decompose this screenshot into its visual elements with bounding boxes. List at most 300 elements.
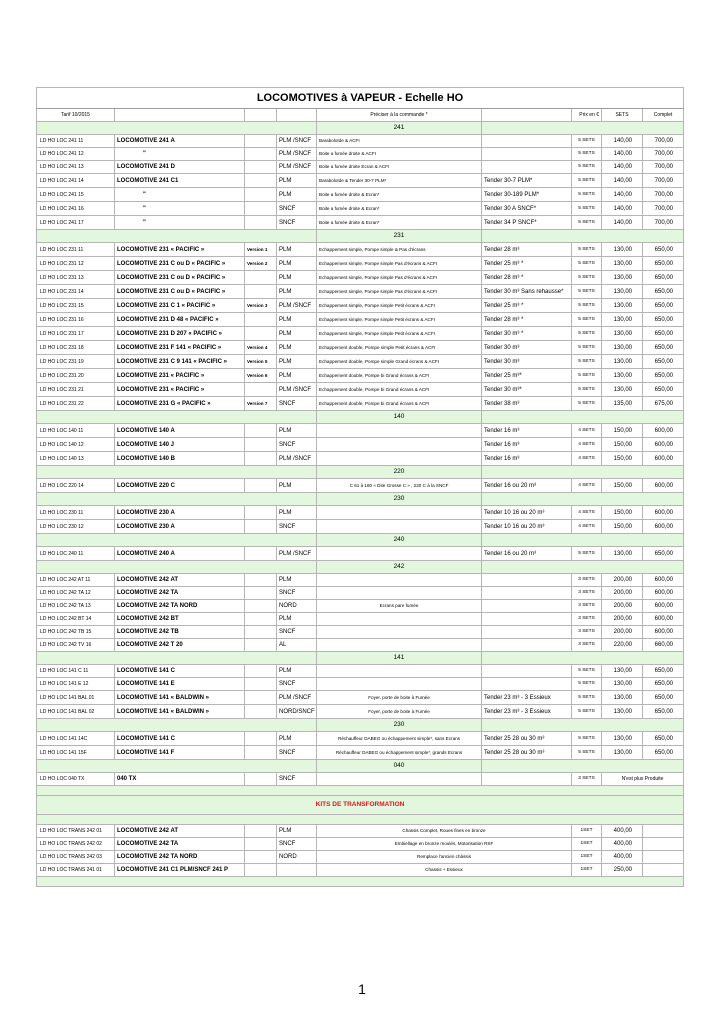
price-table [36, 87, 684, 887]
row-version [245, 613, 277, 626]
row-comment: Echappement double, Pompe bi Grand écrans & ACFI [317, 369, 482, 383]
row-price-complet: 650,00 [643, 271, 684, 285]
table-row [37, 161, 684, 174]
spacer-row [37, 877, 684, 887]
row-price-sets: 130,00 [602, 746, 643, 760]
kit-railway: SNCF [277, 838, 317, 851]
row-price-sets: 130,00 [602, 705, 643, 719]
row-railway: PLM /SNCF [277, 383, 317, 397]
row-railway: SNCF [277, 678, 317, 691]
table-row [37, 506, 684, 520]
table-row [37, 547, 684, 561]
row-comment [317, 438, 482, 452]
section-spacer [482, 561, 684, 574]
row-pack: 5 SETS [572, 547, 602, 561]
row-comment [317, 773, 482, 786]
row-price-complet: 600,00 [643, 600, 684, 613]
row-reference: LD HO LOC 141 14C [37, 732, 115, 746]
row-price-sets: 130,00 [602, 665, 643, 678]
row-version [245, 479, 277, 493]
row-price-sets: 130,00 [602, 327, 643, 341]
row-tender: Tender 30 m³ [482, 341, 572, 355]
row-model-name: LOCOMOTIVE 231 « PACIFIC » [115, 383, 245, 397]
row-model-name: LOCOMOTIVE 231 C 9 141 « PACIFIC » [115, 355, 245, 369]
row-railway: PLM [277, 355, 317, 369]
row-reference: LD HO LOC 241 16 [37, 202, 115, 216]
row-price-complet: 700,00 [643, 161, 684, 174]
section-spacer [482, 493, 684, 506]
row-comment [317, 547, 482, 561]
row-model-name: LOCOMOTIVE 141 E [115, 678, 245, 691]
row-pack: 5 SETS [572, 313, 602, 327]
row-price-sets: 130,00 [602, 313, 643, 327]
section-header [37, 466, 684, 479]
row-version [245, 506, 277, 520]
row-price-complet: 650,00 [643, 285, 684, 299]
section-header [37, 534, 684, 547]
row-model-name: " [115, 148, 245, 161]
row-railway: PLM [277, 479, 317, 493]
row-version [245, 587, 277, 600]
row-comment: Boite a fumée droite & Ecran* [317, 188, 482, 202]
table-row [37, 424, 684, 438]
row-model-name: 040 TX [115, 773, 245, 786]
row-price-sets: 130,00 [602, 691, 643, 705]
row-pack: 5 SETS [572, 285, 602, 299]
row-comment [317, 678, 482, 691]
row-railway: PLM [277, 271, 317, 285]
row-version [245, 383, 277, 397]
row-version [245, 678, 277, 691]
section-spacer [482, 466, 684, 479]
row-model-name: LOCOMOTIVE 141 C [115, 732, 245, 746]
row-pack: 5 SETS [572, 135, 602, 148]
row-reference: LD HO LOC 231 17 [37, 327, 115, 341]
row-price-complet: 660,00 [643, 639, 684, 652]
row-comment [317, 587, 482, 600]
row-price-sets: 150,00 [602, 506, 643, 520]
kit-version [245, 838, 277, 851]
row-reference: LD HO LOC 140 12 [37, 438, 115, 452]
row-comment: Réchauffeur DABEG ou échappement simple*, sans Ecrans [317, 732, 482, 746]
row-reference: LD HO LOC 241 17 [37, 216, 115, 230]
row-tender: Tender 25 m³* [482, 369, 572, 383]
row-tender: Tender 16 ou 20 m³ [482, 479, 572, 493]
kit-row [37, 851, 684, 864]
row-tender: Tender 16 ou 20 m³ [482, 547, 572, 561]
table-row [37, 639, 684, 652]
row-pack: 4 SETS [572, 506, 602, 520]
row-price-sets: 200,00 [602, 626, 643, 639]
section-label: 040 [317, 760, 482, 773]
row-reference: LD HO LOC 231 19 [37, 355, 115, 369]
row-tender: Tender 30 m³ [482, 355, 572, 369]
table-row [37, 148, 684, 161]
table-row [37, 705, 684, 719]
kits-header [37, 796, 684, 815]
table-row [37, 188, 684, 202]
row-version [245, 705, 277, 719]
section-spacer [37, 760, 317, 773]
row-railway: PLM /SNCF [277, 161, 317, 174]
row-comment [317, 452, 482, 466]
row-price-complet: 650,00 [643, 341, 684, 355]
row-railway: NORD [277, 600, 317, 613]
table-row [37, 678, 684, 691]
row-price-sets: 140,00 [602, 202, 643, 216]
row-reference: LD HO LOC 231 12 [37, 257, 115, 271]
row-pack: 3 SETS [572, 587, 602, 600]
row-model-name: " [115, 188, 245, 202]
row-pack: 5 SETS [572, 161, 602, 174]
kit-name: LOCOMOTIVE 241 C1 PLM/SNCF 241 P [115, 864, 245, 877]
row-railway: PLM /SNCF [277, 299, 317, 313]
section-label: 241 [317, 122, 482, 135]
sets-header: SETS [602, 109, 643, 122]
row-railway: PLM [277, 341, 317, 355]
row-model-name: LOCOMOTIVE 230 A [115, 506, 245, 520]
row-comment [317, 574, 482, 587]
section-spacer [37, 493, 317, 506]
row-reference: LD HO LOC 231 13 [37, 271, 115, 285]
header-row [37, 109, 684, 122]
table-row [37, 732, 684, 746]
row-railway: PLM [277, 506, 317, 520]
section-header [37, 122, 684, 135]
row-pack: 5 SETS [572, 383, 602, 397]
row-comment: Echappement simple, Pompe simple Pas d'écrans & ACFI [317, 285, 482, 299]
kit-price: 250,00 [602, 864, 643, 877]
table-row [37, 438, 684, 452]
row-version [245, 639, 277, 652]
table-row [37, 257, 684, 271]
table-row [37, 355, 684, 369]
row-version [245, 600, 277, 613]
section-label: 230 [317, 719, 482, 732]
row-railway: NORD/SNCF [277, 705, 317, 719]
row-railway: PLM [277, 188, 317, 202]
row-railway: PLM [277, 424, 317, 438]
table-row [37, 271, 684, 285]
row-model-name: LOCOMOTIVE 231 C 1 « PACIFIC » [115, 299, 245, 313]
row-price-sets: 140,00 [602, 135, 643, 148]
section-label: 231 [317, 230, 482, 243]
row-price-complet: 650,00 [643, 257, 684, 271]
table-row [37, 452, 684, 466]
table-row [37, 135, 684, 148]
row-comment: Boite a fumée droite Ecran & ACFI [317, 161, 482, 174]
row-tender: Tender 25 m³ * [482, 257, 572, 271]
row-price-complet: 650,00 [643, 665, 684, 678]
row-price-complet: 650,00 [643, 746, 684, 760]
row-tender: Tender 28 m³ * [482, 271, 572, 285]
section-spacer [482, 719, 684, 732]
row-price-sets: 200,00 [602, 600, 643, 613]
row-price-sets: 140,00 [602, 188, 643, 202]
row-price-complet: 700,00 [643, 174, 684, 188]
row-price-sets: 150,00 [602, 438, 643, 452]
row-pack: 5 SETS [572, 299, 602, 313]
section-spacer [37, 719, 317, 732]
row-pack: 4 SETS [572, 424, 602, 438]
row-version: Version 1 [245, 243, 277, 257]
row-price-sets: 130,00 [602, 285, 643, 299]
row-comment [317, 613, 482, 626]
kit-price: 400,00 [602, 851, 643, 864]
row-model-name: " [115, 216, 245, 230]
row-reference: LD HO LOC 230 12 [37, 520, 115, 534]
row-comment: Echappement double, Pompe bi Grand écrans & ACFI [317, 383, 482, 397]
row-model-name: LOCOMOTIVE 242 BT [115, 613, 245, 626]
row-tender [482, 148, 572, 161]
section-header [37, 561, 684, 574]
row-reference: LD HO LOC 241 13 [37, 161, 115, 174]
row-tender: Tender 30-7 PLM* [482, 174, 572, 188]
row-reference: LD HO LOC 231 21 [37, 383, 115, 397]
row-tender: Tender 30-189 PLM* [482, 188, 572, 202]
row-reference: LD HO LOC 040 TX [37, 773, 115, 786]
row-price-complet: 650,00 [643, 313, 684, 327]
row-price-sets: 130,00 [602, 369, 643, 383]
row-price-sets: 135,00 [602, 397, 643, 411]
row-price-sets: 130,00 [602, 547, 643, 561]
row-model-name: LOCOMOTIVE 242 T 20 [115, 639, 245, 652]
row-price-sets: 130,00 [602, 243, 643, 257]
row-model-name: LOCOMOTIVE 242 TA [115, 587, 245, 600]
row-comment [317, 506, 482, 520]
row-version [245, 188, 277, 202]
row-price-sets: 200,00 [602, 613, 643, 626]
row-pack: 5 SETS [572, 732, 602, 746]
row-price-complet: 700,00 [643, 216, 684, 230]
section-label: 242 [317, 561, 482, 574]
section-header [37, 760, 684, 773]
kit-comment: Remplace l'ancien châssis [317, 851, 572, 864]
kit-pack: 1SET [572, 825, 602, 838]
row-model-name: " [115, 202, 245, 216]
kit-row [37, 838, 684, 851]
row-pack: 4 SETS [572, 438, 602, 452]
section-spacer [482, 652, 684, 665]
row-tender: Tender 28 m³ * [482, 313, 572, 327]
row-version: Version 6 [245, 369, 277, 383]
kit-comment: Chassis Complet, Roues fines en bronze [317, 825, 572, 838]
kit-row [37, 864, 684, 877]
row-version [245, 626, 277, 639]
row-railway: PLM [277, 313, 317, 327]
row-tender: Tender 30 m³* [482, 383, 572, 397]
row-price-sets: 130,00 [602, 732, 643, 746]
kit-empty [643, 825, 684, 838]
row-tender [482, 587, 572, 600]
spacer-cell [37, 877, 684, 887]
row-model-name: LOCOMOTIVE 231 F 141 « PACIFIC » [115, 341, 245, 355]
row-pack: 5 SETS [572, 397, 602, 411]
row-railway: PLM [277, 732, 317, 746]
row-version [245, 574, 277, 587]
row-reference: LD HO LOC 141 15F [37, 746, 115, 760]
kit-railway: PLM [277, 825, 317, 838]
row-price-complet: 600,00 [643, 613, 684, 626]
row-pack: 3 SETS [572, 626, 602, 639]
row-reference: LD HO LOC 242 TB 15 [37, 626, 115, 639]
table-row [37, 174, 684, 188]
row-note: N'est plus Produite [602, 773, 684, 786]
kit-railway: NORD [277, 851, 317, 864]
section-label: 230 [317, 493, 482, 506]
row-price-complet: 600,00 [643, 479, 684, 493]
row-price-complet: 650,00 [643, 383, 684, 397]
row-pack: 5 SETS [572, 355, 602, 369]
table-row [37, 746, 684, 760]
row-version: Version 4 [245, 341, 277, 355]
row-pack: 5 SETS [572, 746, 602, 760]
row-version [245, 424, 277, 438]
row-pack: 4 SETS [572, 520, 602, 534]
section-spacer [37, 466, 317, 479]
row-railway: PLM [277, 243, 317, 257]
row-price-sets: 150,00 [602, 452, 643, 466]
row-price-sets: 130,00 [602, 678, 643, 691]
row-comment: Echappement double, Pompe simple Grand écrans & ACFI [317, 355, 482, 369]
section-spacer [37, 122, 317, 135]
table-row [37, 613, 684, 626]
row-price-sets: 220,00 [602, 639, 643, 652]
row-comment: Echappement double, Pompe simple Petit écrans & ACFI [317, 341, 482, 355]
row-version [245, 135, 277, 148]
kit-pack: 1SET [572, 864, 602, 877]
section-spacer [482, 534, 684, 547]
kit-row [37, 825, 684, 838]
row-reference: LD HO LOC 231 11 [37, 243, 115, 257]
row-pack: 5 SETS [572, 148, 602, 161]
row-version [245, 202, 277, 216]
row-price-sets: 140,00 [602, 161, 643, 174]
row-reference: LD HO LOC 231 20 [37, 369, 115, 383]
row-version [245, 547, 277, 561]
section-spacer [37, 561, 317, 574]
row-reference: LD HO LOC 242 TV 16 [37, 639, 115, 652]
row-comment: Echappement simple, Pompe simple Petit écrans & ACFI [317, 299, 482, 313]
row-tender [482, 639, 572, 652]
kit-comment: Embiellage en bronze moulés, Motorisation RSF [317, 838, 572, 851]
row-model-name: LOCOMOTIVE 231 C ou D « PACIFIC » [115, 285, 245, 299]
section-spacer [482, 122, 684, 135]
row-railway: SNCF [277, 216, 317, 230]
row-price-complet: 700,00 [643, 135, 684, 148]
row-price-complet: 700,00 [643, 202, 684, 216]
kit-reference: LD HO LOC TRANS 242 02 [37, 838, 115, 851]
prix-label: Prix en € [572, 109, 602, 122]
row-version [245, 773, 277, 786]
row-price-complet: 600,00 [643, 574, 684, 587]
section-label: 141 [317, 652, 482, 665]
page-number: 1 [358, 981, 366, 997]
row-price-complet: 600,00 [643, 626, 684, 639]
row-model-name: LOCOMOTIVE 231 « PACIFIC » [115, 243, 245, 257]
row-reference: LD HO LOC 141 BAL 02 [37, 705, 115, 719]
row-version: Version 2 [245, 257, 277, 271]
row-tender: Tender 30 A SNCF* [482, 202, 572, 216]
row-model-name: LOCOMOTIVE 231 C ou D « PACIFIC » [115, 257, 245, 271]
row-price-complet: 650,00 [643, 327, 684, 341]
row-comment: Réchauffeur DABEG ou échappement simple*, grands Ecrans [317, 746, 482, 760]
row-tender [482, 626, 572, 639]
table-row [37, 202, 684, 216]
row-price-sets: 140,00 [602, 216, 643, 230]
row-pack: 4 SETS [572, 452, 602, 466]
row-version [245, 216, 277, 230]
section-spacer [482, 760, 684, 773]
row-railway: SNCF [277, 397, 317, 411]
row-comment: Echappement simple, Pompe simple Petit écrans & ACFI [317, 313, 482, 327]
row-tender: Tender 10 16 ou 20 m³ [482, 520, 572, 534]
row-tender: Tender 23 m³ - 3 Essieux [482, 705, 572, 719]
row-reference: LD HO LOC 242 TA 13 [37, 600, 115, 613]
row-model-name: LOCOMOTIVE 240 A [115, 547, 245, 561]
section-spacer [37, 652, 317, 665]
row-tender: Tender 10 16 ou 20 m³ [482, 506, 572, 520]
row-railway: SNCF [277, 587, 317, 600]
row-version [245, 327, 277, 341]
row-price-sets: 200,00 [602, 574, 643, 587]
table-row [37, 299, 684, 313]
row-model-name: LOCOMOTIVE 231 D 48 « PACIFIC » [115, 313, 245, 327]
row-price-sets: 130,00 [602, 355, 643, 369]
row-railway: SNCF [277, 202, 317, 216]
row-model-name: LOCOMOTIVE 242 AT [115, 574, 245, 587]
kit-comment: Chassis + Essieux [317, 864, 572, 877]
row-price-complet: 600,00 [643, 438, 684, 452]
row-version [245, 271, 277, 285]
row-reference: LD HO LOC 140 13 [37, 452, 115, 466]
row-price-complet: 600,00 [643, 424, 684, 438]
row-price-complet: 650,00 [643, 678, 684, 691]
row-model-name: LOCOMOTIVE 242 TB [115, 626, 245, 639]
row-model-name: LOCOMOTIVE 231 D 207 « PACIFIC » [115, 327, 245, 341]
row-pack: 3 SETS [572, 600, 602, 613]
kit-pack: 1SET [572, 838, 602, 851]
row-price-complet: 650,00 [643, 705, 684, 719]
row-comment: Echappement simple, Pompe simple Petit écrans & ACFI [317, 327, 482, 341]
row-version [245, 285, 277, 299]
row-tender [482, 574, 572, 587]
row-tender [482, 161, 572, 174]
row-model-name: LOCOMOTIVE 231 « PACIFIC » [115, 369, 245, 383]
table-row [37, 520, 684, 534]
kit-version [245, 851, 277, 864]
row-price-complet: 650,00 [643, 369, 684, 383]
row-pack: 5 SETS [572, 243, 602, 257]
section-header [37, 230, 684, 243]
row-tender [482, 773, 572, 786]
row-tender: Tender 34 P SNCF* [482, 216, 572, 230]
row-railway: PLM [277, 574, 317, 587]
row-model-name: LOCOMOTIVE 231 G « PACIFIC » [115, 397, 245, 411]
row-pack: 5 SETS [572, 678, 602, 691]
row-price-sets: 140,00 [602, 148, 643, 161]
section-spacer [37, 534, 317, 547]
tarif-label: Tarif 10/2015 [37, 109, 115, 122]
row-tender [482, 665, 572, 678]
section-header [37, 652, 684, 665]
row-pack: 5 SETS [572, 188, 602, 202]
row-version: Version 7 [245, 397, 277, 411]
row-railway: PLM [277, 613, 317, 626]
row-model-name: LOCOMOTIVE 141 C [115, 665, 245, 678]
section-header [37, 719, 684, 732]
row-tender: Tender 30 m³ Sans rehausse* [482, 285, 572, 299]
